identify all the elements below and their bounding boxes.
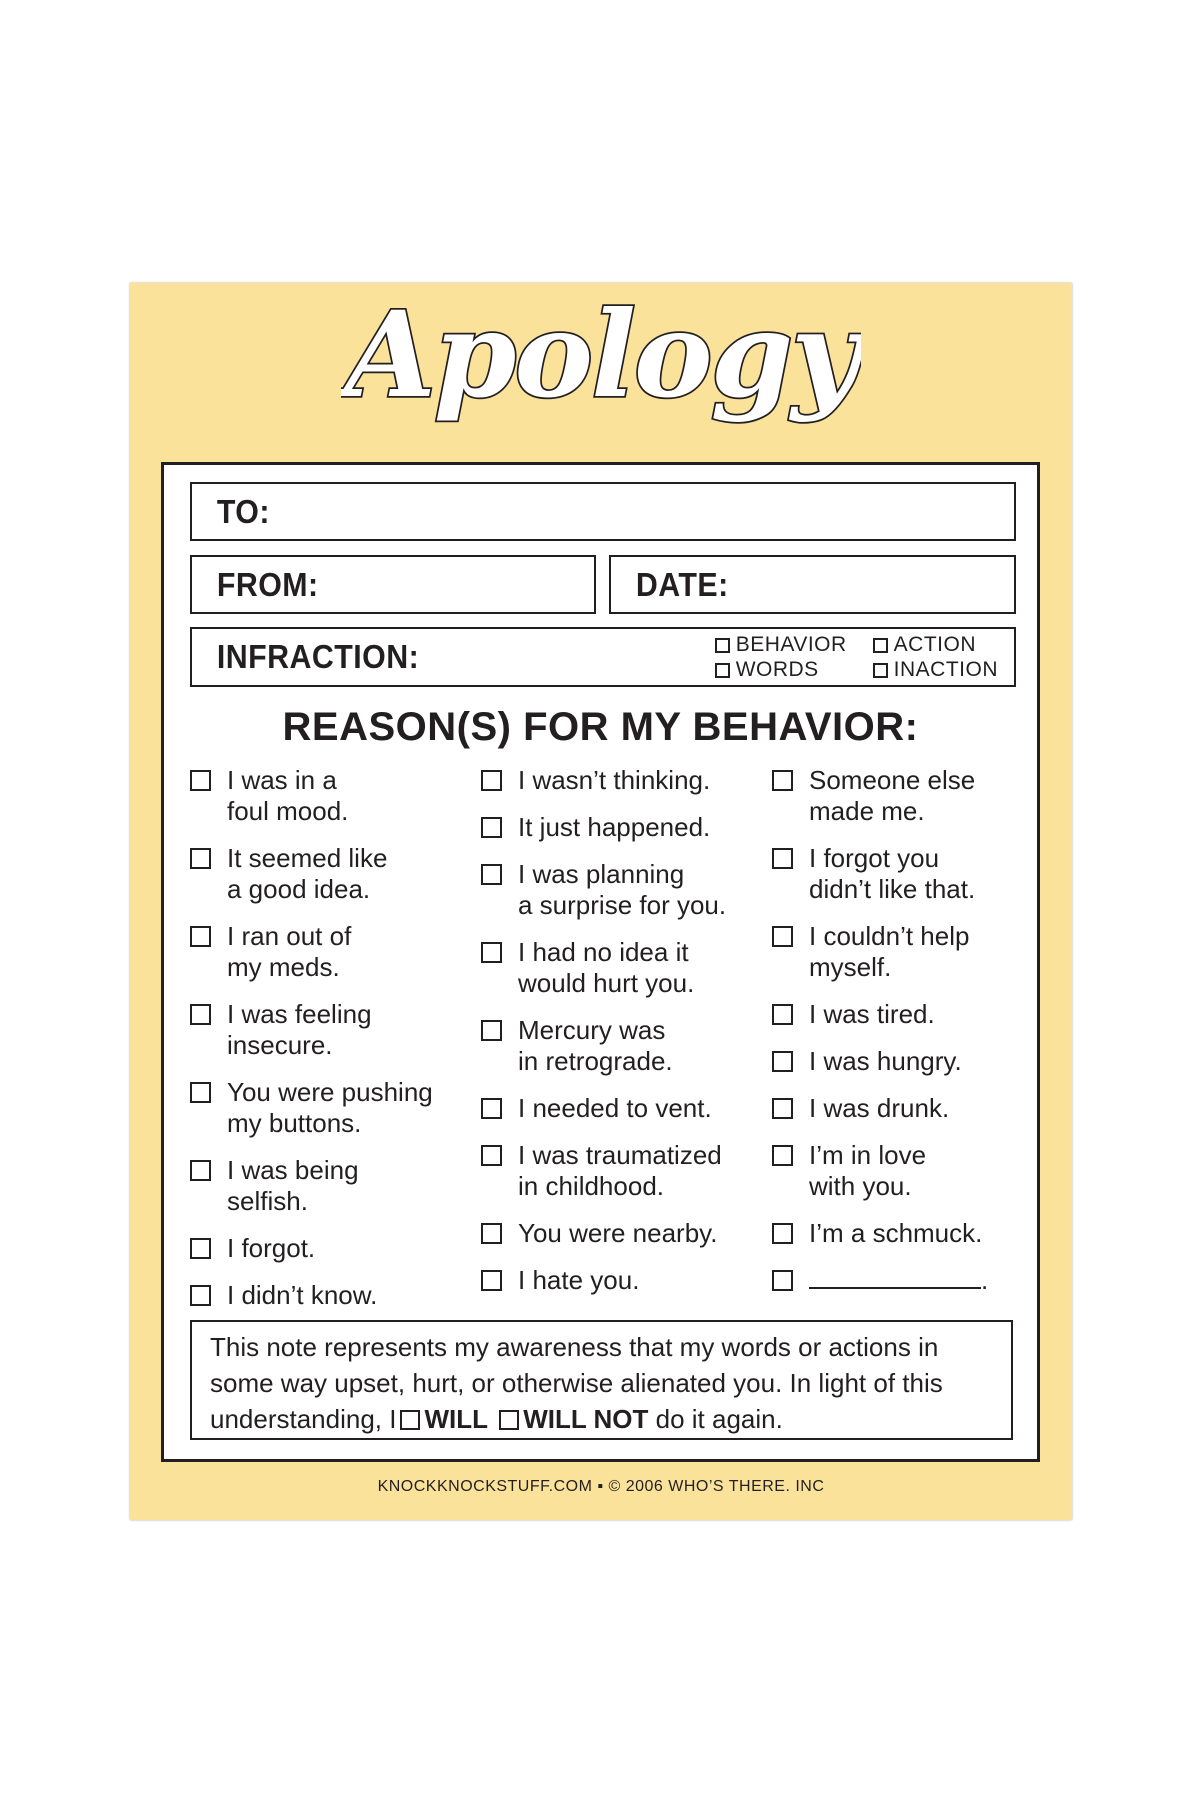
notepad: [130, 283, 1072, 1520]
checkbox[interactable]: [481, 1020, 502, 1041]
checkbox[interactable]: [772, 1145, 793, 1166]
checkbox[interactable]: [190, 1082, 211, 1103]
reason-item[interactable]: I forgot.: [190, 1233, 433, 1264]
from-field[interactable]: [190, 555, 596, 614]
reason-item[interactable]: I couldn’t help myself.: [772, 921, 988, 983]
reasons-column-1: [190, 765, 433, 1327]
checkbox[interactable]: [481, 864, 502, 885]
checkbox[interactable]: [190, 926, 211, 947]
infraction-field[interactable]: [190, 627, 1016, 687]
reason-item[interactable]: It just happened.: [481, 812, 726, 843]
infraction-option-behavior[interactable]: BEHAVIOR: [715, 633, 847, 657]
checkbox[interactable]: [190, 1160, 211, 1181]
checkbox[interactable]: [481, 1098, 502, 1119]
date-label: DATE:: [635, 565, 729, 603]
reason-item[interactable]: I wasn’t thinking.: [481, 765, 726, 796]
checkbox[interactable]: [715, 638, 730, 653]
reasons-heading: REASON(S) FOR MY BEHAVIOR:: [282, 705, 919, 749]
will-checkbox[interactable]: [400, 1410, 420, 1430]
reason-item[interactable]: I didn’t know.: [190, 1280, 433, 1311]
reason-item[interactable]: I was tired.: [772, 999, 988, 1030]
reason-item[interactable]: I was being selfish.: [190, 1155, 433, 1217]
from-label: FROM:: [216, 565, 319, 603]
reasons-column-3: [772, 765, 988, 1312]
reason-item[interactable]: Someone else made me.: [772, 765, 988, 827]
checkbox[interactable]: [772, 1098, 793, 1119]
date-field[interactable]: [609, 555, 1016, 614]
checkbox[interactable]: [190, 1004, 211, 1025]
infraction-label: INFRACTION:: [216, 638, 420, 675]
reason-item[interactable]: I was drunk.: [772, 1093, 988, 1124]
to-label: TO:: [216, 492, 270, 530]
will-label: WILL: [424, 1404, 488, 1434]
title-logo: [130, 288, 1072, 438]
footer-bullet: ▪: [597, 1478, 604, 1495]
checkbox[interactable]: [772, 848, 793, 869]
checkbox[interactable]: [481, 1145, 502, 1166]
reason-item[interactable]: I was planning a surprise for you.: [481, 859, 726, 921]
infraction-option-action[interactable]: ACTION: [873, 633, 998, 657]
checkbox[interactable]: [190, 1285, 211, 1306]
infraction-option-words[interactable]: WORDS: [715, 658, 847, 682]
checkbox[interactable]: [715, 663, 730, 678]
checkbox[interactable]: [481, 770, 502, 791]
page-title: Apology: [344, 288, 858, 424]
reason-item-custom[interactable]: .: [772, 1265, 988, 1296]
reason-item[interactable]: I ran out of my meds.: [190, 921, 433, 983]
reason-item[interactable]: I’m a schmuck.: [772, 1218, 988, 1249]
checkbox[interactable]: [481, 1223, 502, 1244]
write-in-blank[interactable]: [809, 1265, 981, 1289]
to-field[interactable]: [190, 482, 1016, 541]
checkbox[interactable]: [772, 926, 793, 947]
reason-item[interactable]: I was feeling insecure.: [190, 999, 433, 1061]
will-not-checkbox[interactable]: [499, 1410, 519, 1430]
reason-item[interactable]: I hate you.: [481, 1265, 726, 1296]
checkbox[interactable]: [772, 1004, 793, 1025]
reason-item[interactable]: I forgot you didn’t like that.: [772, 843, 988, 905]
apology-form: [161, 462, 1040, 1462]
reason-item[interactable]: I needed to vent.: [481, 1093, 726, 1124]
reason-item[interactable]: You were nearby.: [481, 1218, 726, 1249]
will-not-label: WILL NOT: [523, 1404, 649, 1434]
reason-item[interactable]: I’m in love with you.: [772, 1140, 988, 1202]
reason-item[interactable]: You were pushing my buttons.: [190, 1077, 433, 1139]
checkbox[interactable]: [190, 1238, 211, 1259]
statement-ending: do it again.: [655, 1404, 783, 1434]
checkbox[interactable]: [772, 770, 793, 791]
reason-item[interactable]: Mercury was in retrograde.: [481, 1015, 726, 1077]
awareness-statement: This note represents my awareness that my words or actions in some way upset, hurt, or otherwise alienated you. In light of this understanding, I WILL WILL NOT do it again.: [190, 1320, 1013, 1440]
footer-copyright: © 2006 WHO’S THERE. INC: [608, 1478, 825, 1495]
checkbox[interactable]: [873, 663, 888, 678]
checkbox[interactable]: [873, 638, 888, 653]
reason-item[interactable]: I was traumatized in childhood.: [481, 1140, 726, 1202]
checkbox[interactable]: [772, 1223, 793, 1244]
reason-item[interactable]: I was hungry.: [772, 1046, 988, 1077]
checkbox[interactable]: [481, 817, 502, 838]
infraction-options: [715, 633, 998, 682]
footer: [130, 1478, 1072, 1496]
checkbox[interactable]: [481, 1270, 502, 1291]
checkbox[interactable]: [190, 770, 211, 791]
checkbox[interactable]: [481, 942, 502, 963]
infraction-option-inaction[interactable]: INACTION: [873, 658, 998, 682]
reasons-column-2: [481, 765, 726, 1312]
reason-item[interactable]: It seemed like a good idea.: [190, 843, 433, 905]
checkbox[interactable]: [772, 1051, 793, 1072]
reason-item[interactable]: I had no idea it would hurt you.: [481, 937, 726, 999]
footer-site: KNOCKKNOCKSTUFF.COM: [377, 1478, 593, 1495]
checkbox[interactable]: [190, 848, 211, 869]
reason-item[interactable]: I was in a foul mood.: [190, 765, 433, 827]
checkbox[interactable]: [772, 1270, 793, 1291]
